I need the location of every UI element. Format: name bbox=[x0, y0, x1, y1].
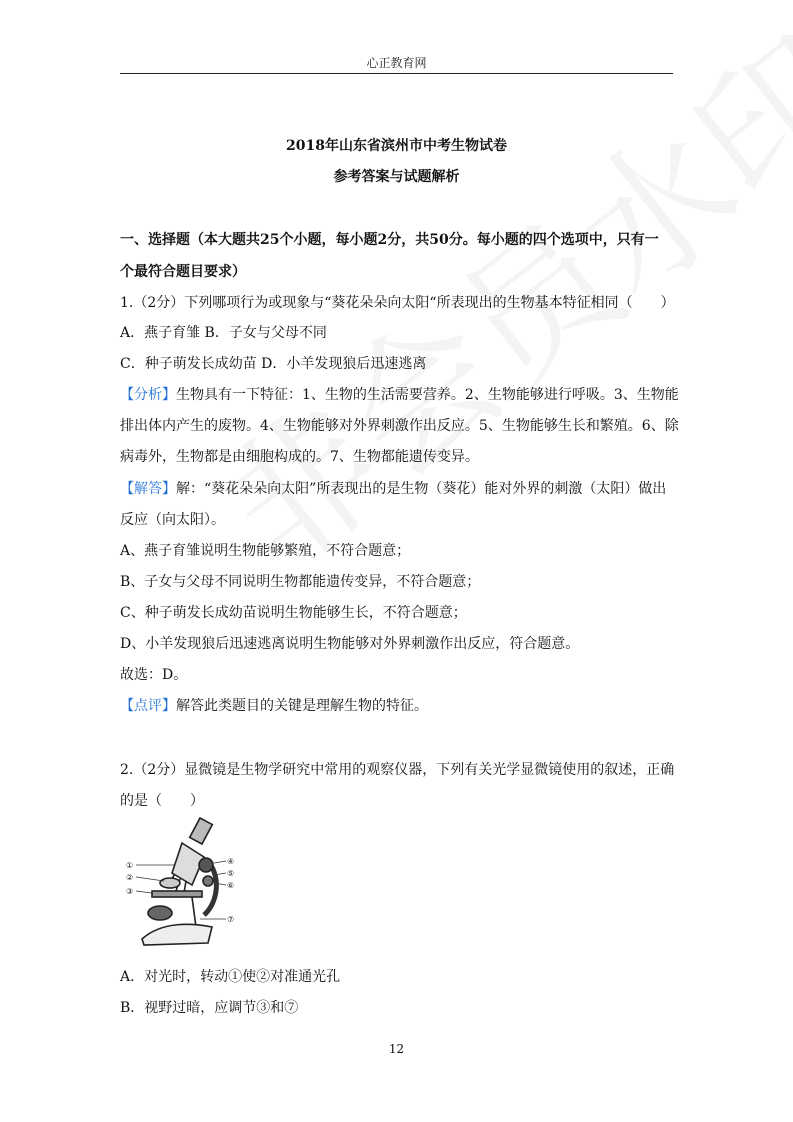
q1-analysis-line3: 病毒外，生物都是由细胞构成的。7、生物都能遗传变异。 bbox=[120, 449, 479, 465]
q1-comment-line bbox=[120, 695, 680, 715]
q1-analysis-line1 bbox=[120, 384, 680, 404]
section-heading-line1: 一、选择题（本大题共25个小题，每小题2分，共50分。每小题的四个选项中，只有一 bbox=[120, 232, 659, 248]
comment-text: 解答此类题目的关键是理解生物的特征。 bbox=[176, 698, 428, 714]
analysis-text-1: 生物具有一下特征：1、生物的生活需要营养。2、生物能够进行呼吸。3、生物能 bbox=[176, 387, 679, 403]
page-subtitle: 参考答案与试题解析 bbox=[333, 169, 460, 185]
q2-option-b: B．视野过暗，应调节③和⑦ bbox=[120, 1000, 299, 1016]
answer-tag: 【解答】 bbox=[120, 481, 176, 497]
figure-label-6: ⑥ bbox=[227, 881, 235, 890]
q1-stem: 1.（2分）下列哪项行为或现象与“葵花朵朵向太阳“所表现出的生物基本特征相同（ ） bbox=[120, 295, 675, 311]
q1-answer-line1 bbox=[120, 478, 680, 498]
q2-stem-line1: 2.（2分）显微镜是生物学研究中常用的观察仪器，下列有关光学显微镜使用的叙述，正确 bbox=[120, 762, 675, 778]
header-divider bbox=[120, 73, 673, 74]
q2-stem-line2: 的是（ ） bbox=[120, 793, 204, 809]
figure-label-4: ④ bbox=[227, 857, 235, 866]
page-number: 12 bbox=[388, 1042, 405, 1056]
analysis-tag: 【分析】 bbox=[120, 387, 176, 403]
q1-explain-a: A、燕子育雏说明生物能够繁殖，不符合题意； bbox=[120, 543, 411, 559]
q1-options-cd: C．种子萌发长成幼苗 D．小羊发现狼后迅速逃离 bbox=[120, 356, 427, 372]
figure-label-1: ① bbox=[126, 861, 134, 870]
figure-label-2: ② bbox=[126, 873, 134, 882]
microscope-figure bbox=[122, 815, 242, 950]
figure-label-7: ⑦ bbox=[227, 915, 235, 924]
q1-explain-d: D、小羊发现狼后迅速逃离说明生物能够对外界刺激作出反应，符合题意。 bbox=[120, 636, 580, 652]
page-title: 2018年山东省滨州市中考生物试卷 bbox=[286, 138, 507, 154]
q1-explain-c: C、种子萌发长成幼苗说明生物能够生长，不符合题意； bbox=[120, 605, 467, 621]
q1-choice: 故选：D。 bbox=[120, 667, 188, 683]
q1-analysis-line2: 排出体内产生的废物。4、生物能够对外界刺激作出反应。5、生物能够生长和繁殖。6、除 bbox=[120, 418, 679, 434]
answer-text-1: 解：“葵花朵朵向太阳”所表现出的是生物（葵花）能对外界的刺激（太阳）做出 bbox=[176, 481, 667, 497]
header-site-name: 心正教育网 bbox=[366, 56, 427, 70]
section-heading-line2: 个最符合题目要求） bbox=[120, 264, 246, 280]
q1-answer-line2: 反应（向太阳）。 bbox=[120, 512, 225, 528]
q2-option-a: A．对光时，转动①使②对准通光孔 bbox=[120, 969, 341, 985]
figure-label-5: ⑤ bbox=[227, 869, 235, 878]
figure-label-3: ③ bbox=[126, 887, 134, 896]
q1-options-ab: A．燕子育雏 B．子女与父母不同 bbox=[120, 325, 327, 341]
comment-tag: 【点评】 bbox=[120, 698, 176, 714]
q1-explain-b: B、子女与父母不同说明生物都能遗传变异，不符合题意； bbox=[120, 574, 481, 590]
